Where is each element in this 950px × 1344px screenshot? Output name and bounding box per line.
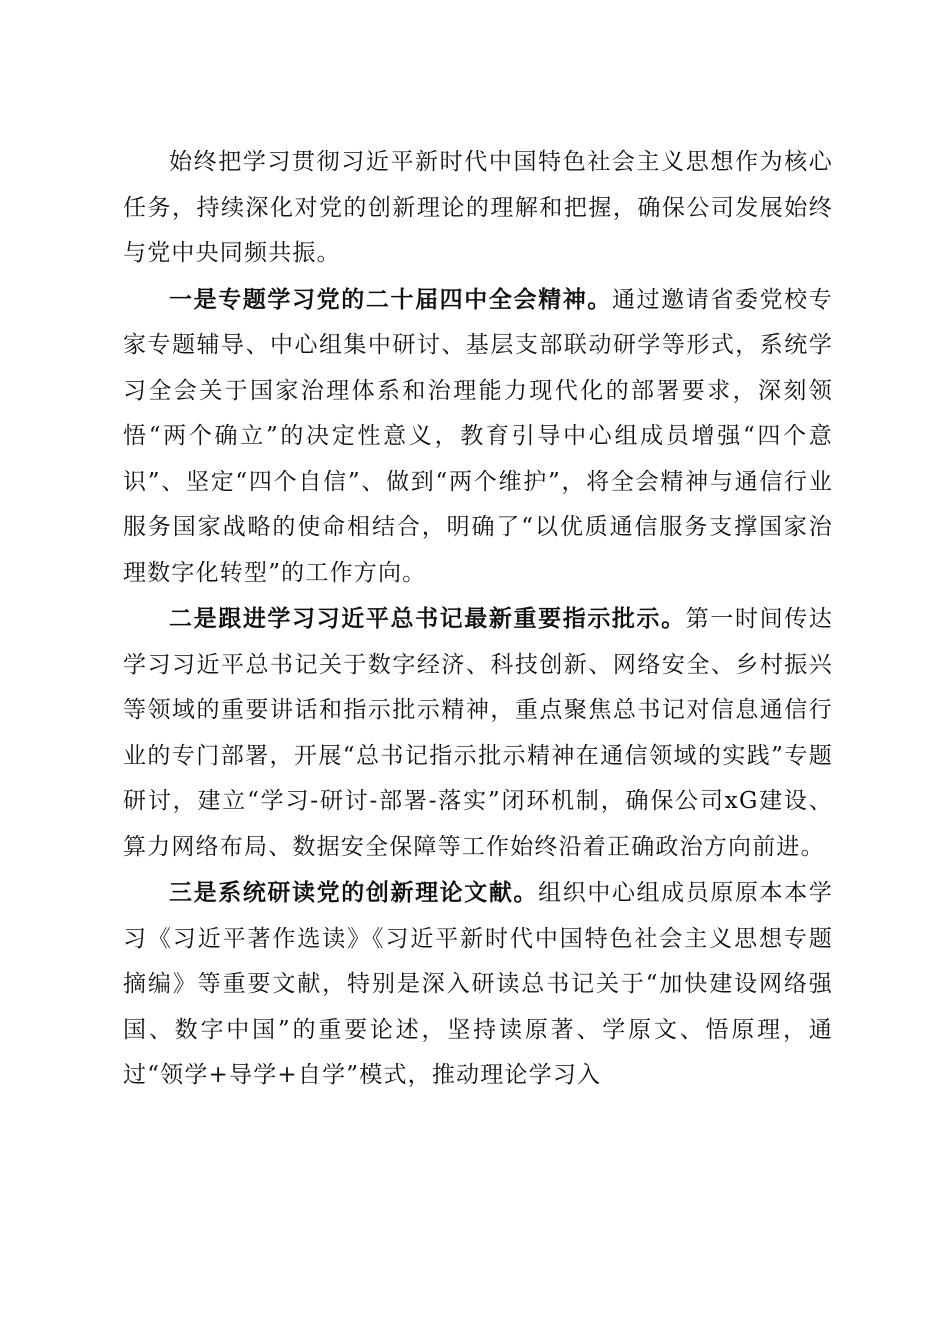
section-body-1: 通过邀请省委党校专家专题辅导、中心组集中研讨、基层支部联动研学等形式，系统学习全会关于国家治理体系和治理能力现代化的部署要求，深刻领悟“两个确立”的决定性意义，教育引导中心组成员增强“四个意识”、坚定“四个自信”、做到“两个维护”，将全会精神与通信行业服务国家战略的使命相结合，明确了“以优质通信服务支撑国家治理数字化转型”的工作方向。 — [123, 286, 833, 586]
intro-paragraph: 始终把学习贯彻习近平新时代中国特色社会主义思想作为核心任务，持续深化对党的创新理论的理解和把握，确保公司发展始终与党中央同频共振。 — [123, 149, 833, 266]
section-body-2: 第一时间传达学习习近平总书记关于数字经济、科技创新、网络安全、乡村振兴等领域的重要讲话和指示批示精神，重点聚焦总书记对信息通信行业的专门部署，开展“总书记指示批示精神在通信领域的实践”专题研讨，建立“学习-研讨-部署-落实”闭环机制，确保公司xG建设、算力网络布局、数据安全保障等工作始终沿着正确政治方向前进。 — [123, 606, 834, 860]
section-paragraph-1 — [123, 277, 833, 597]
document-body — [123, 140, 833, 1099]
section-lead-3: 三是系统研读党的创新理论文献。 — [169, 879, 539, 906]
section-lead-2: 二是跟进学习习近平总书记最新重要指示批示。 — [169, 605, 686, 632]
section-paragraph-3 — [123, 870, 833, 1099]
section-lead-1: 一是专题学习党的二十届四中全会精神。 — [169, 285, 612, 313]
section-paragraph-2 — [123, 596, 833, 870]
section-body-3: 组织中心组成员原原本本学习《习近平著作选读》《习近平新时代中国特色社会主义思想专题摘编》等重要文献，特别是深入研读总书记关于“加快建设网络强国、数字中国”的重要论述，坚持读原著、学原文、悟原理，通过“领学+导学+自学”模式，推动理论学习入 — [123, 880, 834, 1088]
